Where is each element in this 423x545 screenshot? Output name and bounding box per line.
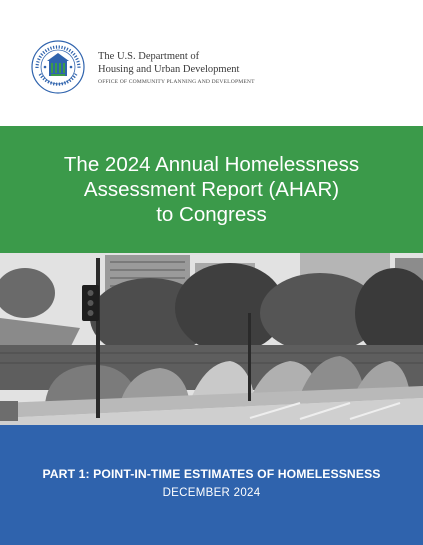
footer-band — [0, 425, 423, 545]
cover-header — [0, 0, 423, 126]
title-band — [0, 126, 423, 253]
report-title-line-3: to Congress — [156, 203, 267, 226]
agency-name-line2: Housing and Urban Development — [98, 64, 240, 75]
report-title-line-2: Assessment Report (AHAR) — [83, 178, 340, 201]
part-title: PART 1: POINT-IN-TIME ESTIMATES OF HOMELESSNESS — [42, 467, 381, 481]
report-date: DECEMBER 2024 — [162, 487, 261, 499]
street-encampment-photo — [0, 253, 423, 425]
agency-name-block — [98, 50, 255, 85]
report-title-line-1: The 2024 Annual Homelessness — [63, 153, 360, 176]
office-name: OFFICE OF COMMUNITY PLANNING AND DEVELOPMENT — [98, 79, 255, 85]
cover-photo — [0, 253, 423, 425]
agency-name-line1: The U.S. Department of — [98, 51, 200, 62]
hud-seal-icon — [31, 40, 85, 94]
